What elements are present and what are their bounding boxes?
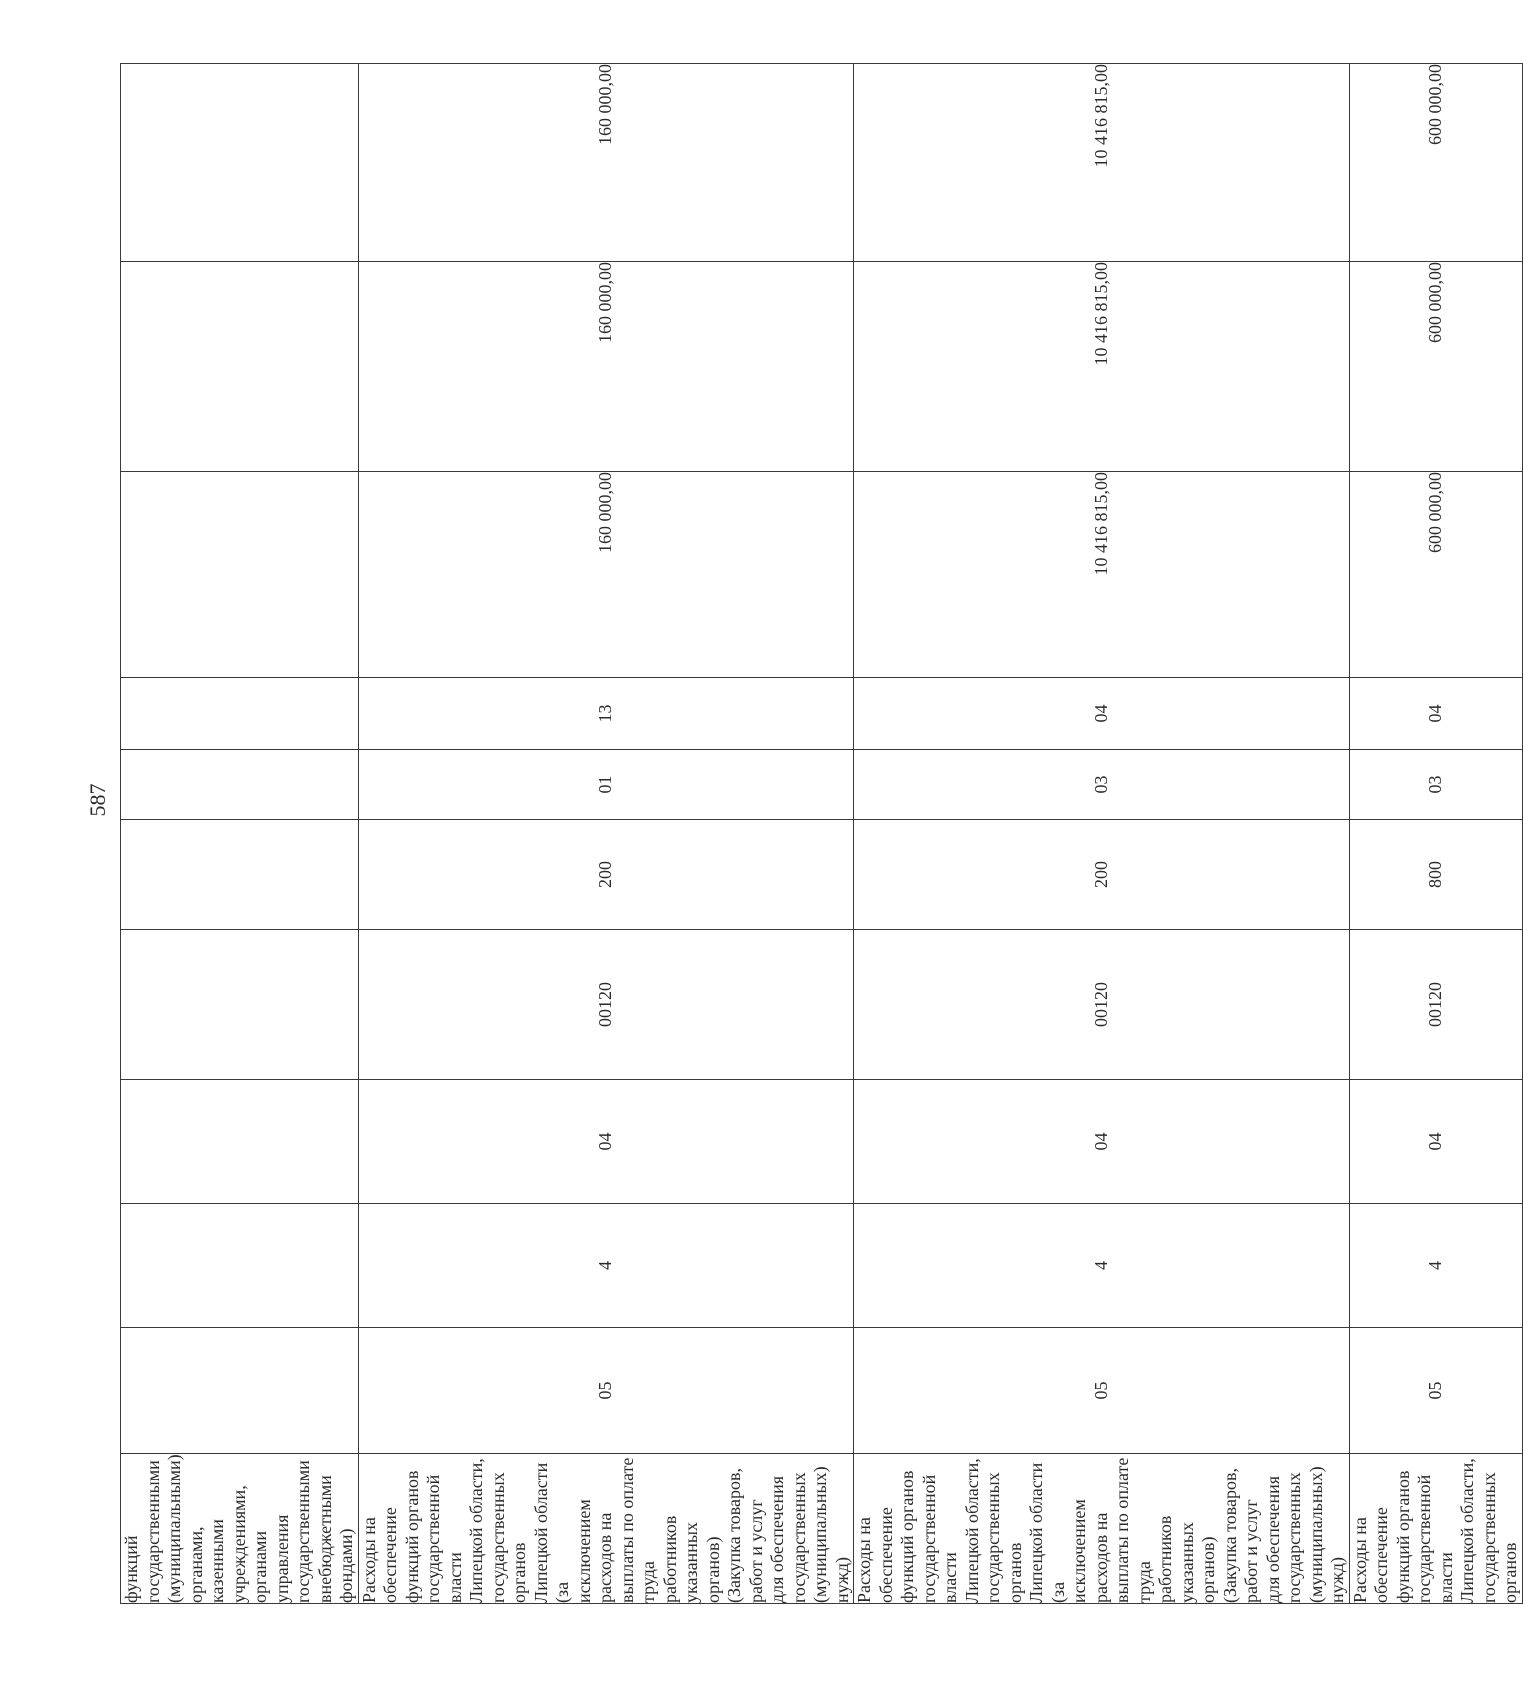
table-row — [121, 64, 359, 1604]
amount-cell — [121, 262, 359, 472]
amount-cell: 600 000,00 — [1349, 262, 1522, 472]
code-cell — [121, 678, 359, 750]
budget-table — [120, 63, 1523, 1604]
row-description: Расходы на обеспечение функций органов государственной власти Липецкой области, государственных органов — [1349, 1454, 1522, 1604]
code-cell: 03 — [1349, 750, 1522, 820]
code-cell — [121, 820, 359, 930]
amount-cell: 10 416 815,00 — [854, 64, 1350, 262]
code-cell: 01 — [358, 750, 854, 820]
code-cell — [121, 1080, 359, 1204]
code-cell: 05 — [854, 1328, 1350, 1454]
row-description: Расходы на обеспечение функций органов государственной власти Липецкой области, государственных органов Липецкой области (за исключением расходов на выплаты по оплате труда работников указанных органов) (Закупка товаров, работ и услуг для обеспечения государственных (муниципальных) нужд) — [358, 1454, 854, 1604]
code-cell: 05 — [358, 1328, 854, 1454]
code-cell: 04 — [358, 1080, 854, 1204]
code-cell — [121, 930, 359, 1080]
row-description: Расходы на обеспечение функций органов государственной власти Липецкой области, государственных органов Липецкой области (за исключением расходов на выплаты по оплате труда работников указанных органов) (Закупка товаров, работ и услуг для обеспечения государственных (муниципальных) нужд) — [854, 1454, 1350, 1604]
table-row — [358, 64, 854, 1604]
amount-cell — [121, 472, 359, 678]
table-row — [854, 64, 1350, 1604]
amount-cell: 160 000,00 — [358, 262, 854, 472]
code-cell: 200 — [854, 820, 1350, 930]
code-cell: 4 — [1349, 1204, 1522, 1328]
code-cell — [121, 750, 359, 820]
amount-cell — [121, 64, 359, 262]
code-cell: 4 — [854, 1204, 1350, 1328]
budget-table-wrapper — [120, 64, 1520, 1604]
code-cell: 200 — [358, 820, 854, 930]
code-cell: 800 — [1349, 820, 1522, 930]
table-row — [1349, 64, 1522, 1604]
amount-cell: 600 000,00 — [1349, 472, 1522, 678]
code-cell: 03 — [854, 750, 1350, 820]
code-cell: 00120 — [1349, 930, 1522, 1080]
amount-cell: 160 000,00 — [358, 64, 854, 262]
code-cell: 00120 — [358, 930, 854, 1080]
row-description: функций государственными (муниципальными) органами, казенными учреждениями, органами управления государственными внебюджетными фондами) — [121, 1454, 356, 1603]
code-cell: 04 — [854, 678, 1350, 750]
amount-cell: 600 000,00 — [1349, 64, 1522, 262]
code-cell: 04 — [1349, 678, 1522, 750]
code-cell: 05 — [1349, 1328, 1522, 1454]
code-cell — [121, 1328, 359, 1454]
code-cell: 13 — [358, 678, 854, 750]
code-cell: 4 — [358, 1204, 854, 1328]
amount-cell: 10 416 815,00 — [854, 262, 1350, 472]
page-number: 587 — [85, 783, 110, 817]
code-cell: 04 — [854, 1080, 1350, 1204]
code-cell: 00120 — [854, 930, 1350, 1080]
code-cell — [121, 1204, 359, 1328]
code-cell: 04 — [1349, 1080, 1522, 1204]
amount-cell: 10 416 815,00 — [854, 472, 1350, 678]
amount-cell: 160 000,00 — [358, 472, 854, 678]
